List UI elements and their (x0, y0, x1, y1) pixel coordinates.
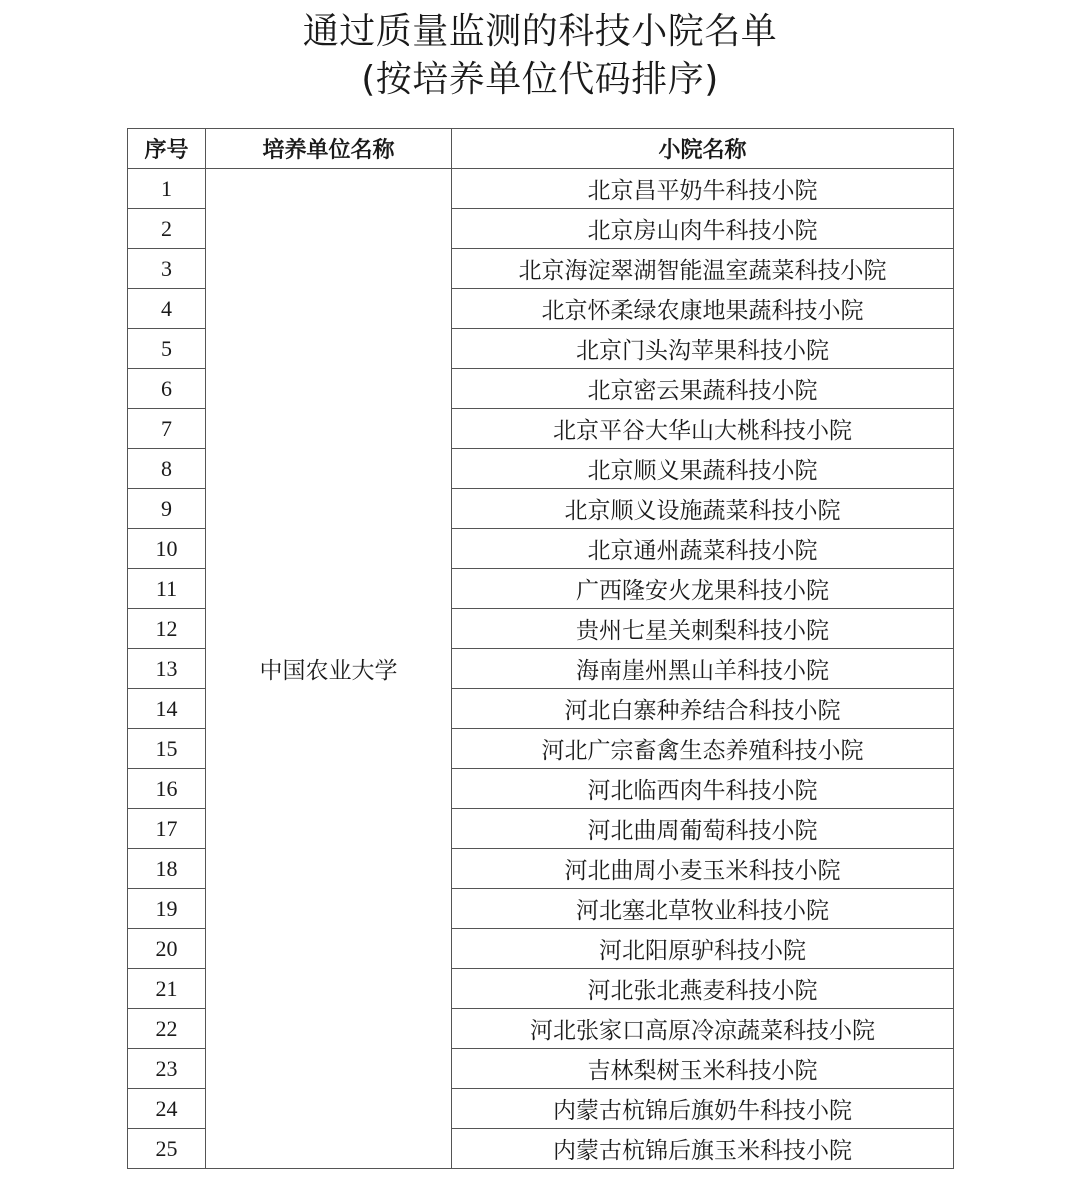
row-seq-cell: 6 (128, 369, 206, 409)
row-seq-cell: 15 (128, 729, 206, 769)
row-name-cell: 河北阳原驴科技小院 (452, 929, 954, 969)
row-name-cell: 吉林梨树玉米科技小院 (452, 1049, 954, 1089)
row-seq-cell: 12 (128, 609, 206, 649)
row-seq-cell: 21 (128, 969, 206, 1009)
row-name-cell: 北京顺义果蔬科技小院 (452, 449, 954, 489)
row-name-cell: 北京门头沟苹果科技小院 (452, 329, 954, 369)
row-name-cell: 内蒙古杭锦后旗玉米科技小院 (452, 1129, 954, 1169)
row-name-cell: 北京顺义设施蔬菜科技小院 (452, 489, 954, 529)
row-seq-cell: 25 (128, 1129, 206, 1169)
row-seq-cell: 2 (128, 209, 206, 249)
row-seq-cell: 9 (128, 489, 206, 529)
title-line-sub: (按培养单位代码排序) (361, 59, 719, 100)
row-seq-cell: 11 (128, 569, 206, 609)
row-seq-cell: 7 (128, 409, 206, 449)
header-unit: 培养单位名称 (206, 129, 452, 169)
table-header (128, 129, 954, 169)
row-seq-cell: 4 (128, 289, 206, 329)
row-name-cell: 内蒙古杭锦后旗奶牛科技小院 (452, 1089, 954, 1129)
row-name-cell: 河北张北燕麦科技小院 (452, 969, 954, 1009)
title-line-main: 通过质量监测的科技小院名单 (302, 11, 778, 52)
science-courtyard-table (127, 128, 954, 1169)
row-name-cell: 北京通州蔬菜科技小院 (452, 529, 954, 569)
row-seq-cell: 13 (128, 649, 206, 689)
row-name-cell: 贵州七星关刺梨科技小院 (452, 609, 954, 649)
row-name-cell: 广西隆安火龙果科技小院 (452, 569, 954, 609)
table-body (128, 169, 954, 1169)
header-seq: 序号 (128, 129, 206, 169)
header-row (128, 129, 954, 169)
row-seq-cell: 18 (128, 849, 206, 889)
row-name-cell: 北京怀柔绿农康地果蔬科技小院 (452, 289, 954, 329)
row-seq-cell: 3 (128, 249, 206, 289)
row-name-cell: 河北塞北草牧业科技小院 (452, 889, 954, 929)
row-seq-cell: 16 (128, 769, 206, 809)
row-seq-cell: 20 (128, 929, 206, 969)
row-seq-cell: 19 (128, 889, 206, 929)
row-seq-cell: 24 (128, 1089, 206, 1129)
row-name-cell: 河北张家口高原冷凉蔬菜科技小院 (452, 1009, 954, 1049)
row-name-cell: 北京昌平奶牛科技小院 (452, 169, 954, 209)
list-table-container (127, 128, 953, 1169)
row-name-cell: 河北曲周小麦玉米科技小院 (452, 849, 954, 889)
page-title (0, 8, 1080, 104)
row-name-cell: 河北白寨种养结合科技小院 (452, 689, 954, 729)
row-seq-cell: 23 (128, 1049, 206, 1089)
row-seq-cell: 1 (128, 169, 206, 209)
row-name-cell: 北京平谷大华山大桃科技小院 (452, 409, 954, 449)
row-seq-cell: 14 (128, 689, 206, 729)
row-seq-cell: 17 (128, 809, 206, 849)
row-seq-cell: 22 (128, 1009, 206, 1049)
table-row (128, 169, 954, 209)
row-name-cell: 河北曲周葡萄科技小院 (452, 809, 954, 849)
row-name-cell: 海南崖州黑山羊科技小院 (452, 649, 954, 689)
row-name-cell: 河北临西肉牛科技小院 (452, 769, 954, 809)
row-name-cell: 河北广宗畜禽生态养殖科技小院 (452, 729, 954, 769)
row-name-cell: 北京海淀翠湖智能温室蔬菜科技小院 (452, 249, 954, 289)
row-seq-cell: 8 (128, 449, 206, 489)
row-name-cell: 北京密云果蔬科技小院 (452, 369, 954, 409)
header-name: 小院名称 (452, 129, 954, 169)
row-name-cell: 北京房山肉牛科技小院 (452, 209, 954, 249)
row-seq-cell: 10 (128, 529, 206, 569)
row-seq-cell: 5 (128, 329, 206, 369)
unit-name-cell: 中国农业大学 (206, 169, 452, 1169)
